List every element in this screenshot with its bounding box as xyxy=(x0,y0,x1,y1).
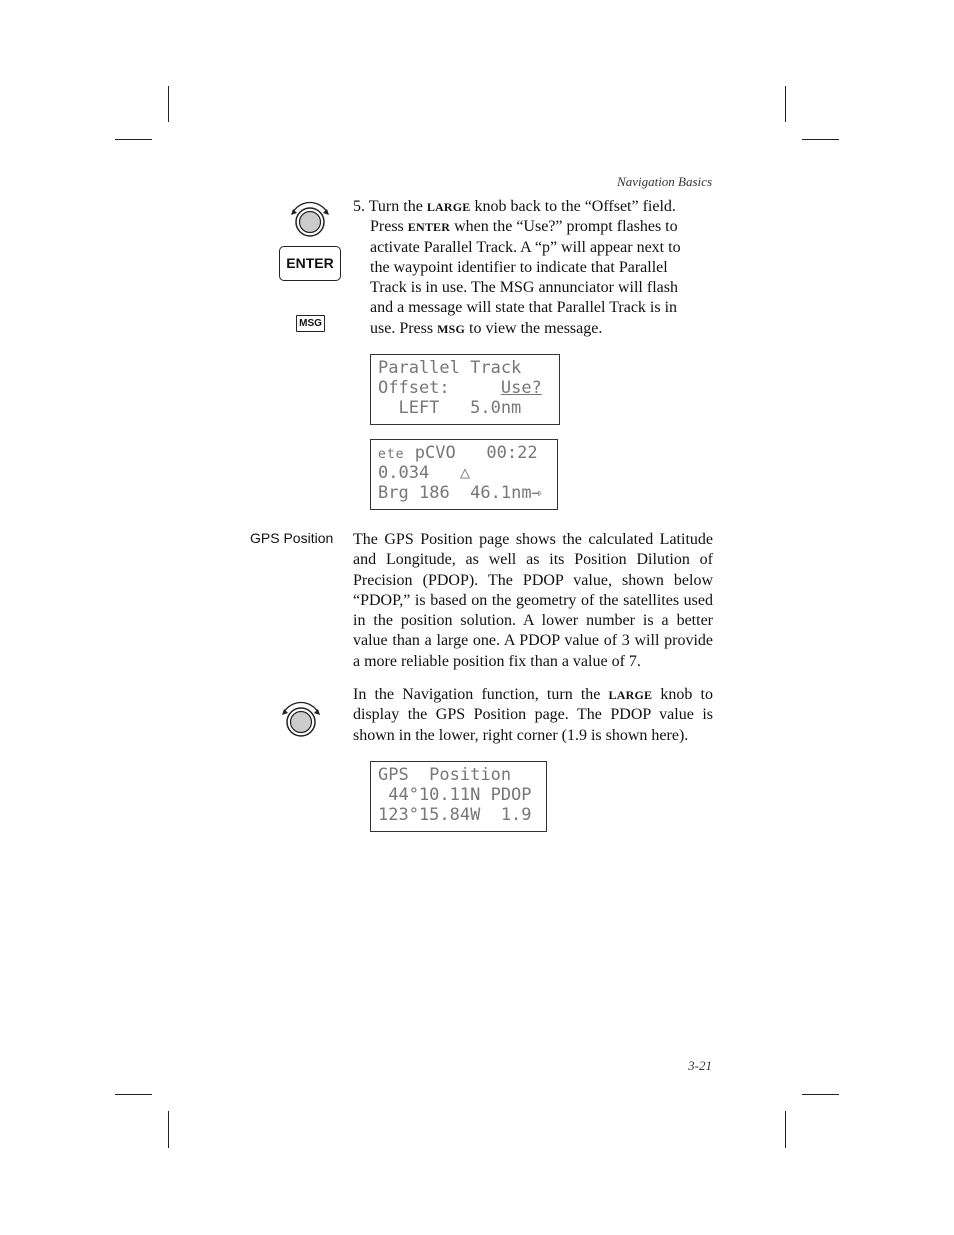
crop-mark xyxy=(115,1094,152,1095)
lcd-gps-position xyxy=(370,761,547,832)
navigation-instruction: In the Navigation function, turn the LARGE knob to display the GPS Position page. The PDOP value is shown in the lower, right corner (1.9 is shown here). xyxy=(353,686,713,744)
crop-mark xyxy=(168,86,169,122)
large-knob-icon xyxy=(288,200,332,240)
crop-mark xyxy=(168,1111,169,1148)
crop-mark xyxy=(115,139,152,140)
lcd-line: Brg 186 46.1nm⇾ xyxy=(378,483,542,503)
lcd-ete xyxy=(370,439,558,510)
step-number: 5. xyxy=(353,198,365,215)
crop-mark xyxy=(802,1094,839,1095)
lcd-line: 0.034 △ xyxy=(378,463,471,483)
lcd-line: Offset: Use? xyxy=(378,378,542,398)
use-prompt: Use? xyxy=(500,378,542,398)
lcd-line: 123°15.84W 1.9 xyxy=(378,805,532,825)
lcd-line: LEFT 5.0nm xyxy=(378,398,522,418)
lcd-parallel-track xyxy=(370,354,560,425)
step-5-text: 5. Turn the LARGE knob back to the “Offset” field. Press ENTER when the “Use?” prompt flashes to activate Parallel Track. A “p” will appear next to the waypoint identifier to indicate that Parallel Track is in use. The MSG annunciator will flash and a message will state that Parallel Track is in use. Press MSG to view the message. xyxy=(353,198,681,337)
gps-position-paragraph: The GPS Position page shows the calculated Latitude and Longitude, as well as its Position Dilution of Precision (PDOP). The PDOP value, shown below “PDOP,” is based on the geometry of the satellites used in the position solution. A lower number is a better value than a large one. A PDOP value of 3 will provide a more reliable position fix than a value of 7. xyxy=(353,531,713,670)
lcd-line: Parallel Track xyxy=(378,358,522,378)
page-number: 3-21 xyxy=(688,1058,712,1073)
section-label: GPS Position xyxy=(250,530,334,546)
running-header: Navigation Basics xyxy=(617,174,712,189)
large-knob-icon xyxy=(279,700,323,740)
crop-mark xyxy=(785,1111,786,1148)
msg-button-icon: MSG xyxy=(296,315,325,332)
enter-button-icon: ENTER xyxy=(279,246,341,281)
lcd-line: GPS Position xyxy=(378,765,512,785)
lcd-line: 44°10.11N PDOP xyxy=(378,785,532,805)
lcd-line: ete pCVO 00:22 xyxy=(378,443,538,463)
crop-mark xyxy=(802,139,839,140)
crop-mark xyxy=(785,86,786,122)
